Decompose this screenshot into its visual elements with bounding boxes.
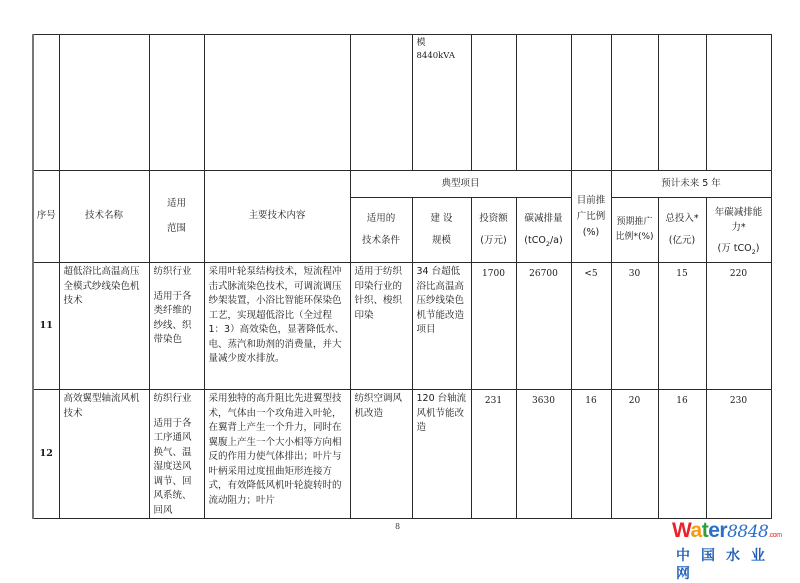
table-row (33, 390, 771, 519)
header-row-1 (33, 171, 771, 198)
continued-row (33, 35, 771, 171)
continued-scope-cell (149, 35, 204, 171)
row-expected-ratio-value: 30 (628, 269, 641, 279)
row-annual-reduction-value: 230 (729, 396, 748, 406)
row-total-investment-value: 16 (676, 396, 688, 406)
row-reduction-value: 26700 (529, 269, 558, 279)
header-typical-project-label: 典型项目 (441, 177, 480, 189)
row-current-ratio (571, 390, 611, 519)
continued-scale-line2: 8440kVA (416, 51, 455, 61)
row-tech-name-text: 超低浴比高温高压全模式纱线染色机技术 (63, 266, 140, 306)
header-total-investment-line2: (亿元) (668, 235, 696, 246)
row-scope-detail: 适用于各类纤维的纱线、织带染色 (153, 290, 192, 345)
row-scope-detail: 适用于各工序通风换气、温湿度送风调节、回风系统、回风 (153, 417, 192, 516)
watermark-subtitle: 中国水业网 (676, 548, 776, 582)
row-seq (33, 263, 59, 390)
watermark-brand (672, 520, 800, 547)
watermark-letter-w: W (672, 519, 691, 542)
header-total-investment (658, 198, 706, 263)
row-investment (471, 263, 516, 390)
watermark-letter-a: a (690, 519, 702, 542)
header-annual-reduction (706, 198, 771, 263)
header-reduction-line2-post: /a) (549, 235, 563, 246)
row-total-investment (658, 390, 706, 519)
row-scope (149, 263, 204, 390)
header-annual-reduction-line3-pre: (万 tCO (717, 242, 752, 254)
header-current-ratio-line3: (%) (582, 226, 600, 238)
header-scale-line1: 建 设 (430, 212, 453, 224)
header-annual-reduction-line1: 年碳减排能 (714, 206, 763, 218)
continued-seq-cell (33, 35, 59, 171)
header-applicable-conditions (350, 198, 412, 263)
header-next-five-years (611, 171, 771, 198)
row-total-investment-value: 15 (676, 269, 688, 279)
row-conditions-text: 适用于纺织印染行业的针织、梭织印染 (354, 266, 403, 321)
header-current-ratio (571, 171, 611, 263)
row-annual-reduction (706, 263, 771, 390)
watermark-letter-t: t (701, 519, 709, 542)
continued-annual-reduction-cell (706, 35, 771, 171)
header-scale-line2: 规模 (431, 235, 451, 246)
row-carbon-reduction (516, 390, 571, 519)
technology-table (32, 34, 772, 519)
watermark-logo (672, 519, 800, 582)
header-total-investment-line1: 总投入* (665, 212, 699, 224)
row-tech-name (59, 263, 149, 390)
row-annual-reduction (706, 390, 771, 519)
row-scale-text: 120 台轴流风机节能改造 (416, 393, 467, 433)
row-scope-industry: 纺织行业 (153, 393, 192, 404)
header-seq-label: 序号 (36, 210, 56, 222)
continued-expected-ratio-cell (611, 35, 658, 171)
row-current-ratio-value: 16 (585, 396, 597, 406)
header-tech-name (59, 171, 149, 263)
row-total-investment (658, 263, 706, 390)
header-scope-line2: 范围 (166, 222, 186, 234)
row-current-ratio-value: <5 (584, 269, 598, 279)
header-annual-reduction-line3-post: ) (755, 242, 760, 254)
row-seq (33, 390, 59, 519)
row-main-content-text: 采用叶轮泵结构技术，短流程冲击式脉流染色技术，可调流调压纱架装置，小浴比智能环保染色工艺，实现超低浴比（全过程 1：3）高效染色，显著降低水、电、蒸汽和助剂的消费量，并大量减少废水排放。 (208, 266, 345, 364)
header-reduction-line2-pre: (tCO (524, 235, 546, 246)
row-main-content-text: 采用独特的高升阻比先进翼型技术，气体由一个攻角进入叶轮，在翼背上产生一个升力，同时在翼腹上产生一个大小相等方向相反的作用力使气体排出；叶片与叶柄采用过度扭曲矩形连接方式，有效降低风机叶轮旋转时的流动阻力；叶片 (208, 393, 342, 506)
header-scope-line1: 适用 (166, 198, 186, 209)
watermark-suffix: .com (768, 532, 782, 539)
header-reduction-line1: 碳减排量 (524, 212, 563, 224)
header-reduction-line2-sub: 2 (545, 239, 550, 248)
header-expected-ratio (611, 198, 658, 263)
row-expected-ratio-value: 20 (628, 396, 641, 406)
header-conditions-line1: 适用的 (366, 212, 396, 224)
header-main-content-label: 主要技术内容 (248, 210, 306, 222)
header-main-content (204, 171, 350, 263)
header-current-ratio-line2: 广比例 (576, 210, 606, 222)
row-applicable-conditions (350, 263, 412, 390)
continued-current-ratio-cell (571, 35, 611, 171)
row-construction-scale (412, 263, 471, 390)
header-next-five-years-label: 预计未来 5 年 (661, 177, 721, 189)
row-construction-scale (412, 390, 471, 519)
continued-total-investment-cell (658, 35, 706, 171)
row-main-content (204, 263, 350, 390)
header-expected-ratio-line2: 比例*(%) (615, 232, 654, 242)
row-scale-text: 34 台超低浴比高温高压纱线染色机节能改造项目 (416, 266, 465, 335)
header-tech-name-label: 技术名称 (84, 210, 123, 222)
watermark-number: 8848 (727, 522, 769, 542)
row-scope (149, 390, 204, 519)
row-annual-reduction-value: 220 (729, 269, 748, 279)
header-conditions-line2: 技术条件 (361, 235, 400, 246)
table-row (33, 263, 771, 390)
header-expected-ratio-line1: 预期推广 (616, 217, 653, 227)
row-investment-value: 1700 (482, 269, 505, 279)
continued-content-cell (204, 35, 350, 171)
continued-conditions-cell (350, 35, 412, 171)
row-expected-ratio (611, 390, 658, 519)
header-carbon-reduction (516, 198, 571, 263)
row-reduction-value: 3630 (532, 396, 555, 406)
header-current-ratio-line1: 目前推 (576, 194, 606, 206)
header-scope (149, 171, 204, 263)
row-current-ratio (571, 263, 611, 390)
header-typical-project (350, 171, 571, 198)
row-investment-value: 231 (484, 396, 503, 406)
continued-scale-line1: 模 (416, 38, 426, 48)
row-carbon-reduction (516, 263, 571, 390)
row-scope-industry: 纺织行业 (153, 266, 192, 277)
row-investment (471, 390, 516, 519)
row-applicable-conditions (350, 390, 412, 519)
row-expected-ratio (611, 263, 658, 390)
header-construction-scale (412, 198, 471, 263)
continued-investment-cell (471, 35, 516, 171)
header-seq (33, 171, 59, 263)
header-investment (471, 198, 516, 263)
header-investment-line2: (万元) (480, 235, 507, 246)
row-main-content (204, 390, 350, 519)
watermark-letters-er: er (708, 519, 728, 542)
row-seq-label: 12 (39, 447, 53, 459)
header-annual-reduction-line3-sub: 2 (751, 247, 756, 256)
continued-scale-cell (412, 35, 471, 171)
row-conditions-text: 纺织空调风机改造 (354, 393, 403, 419)
continued-reduction-cell (516, 35, 571, 171)
header-investment-line1: 投资额 (479, 212, 508, 224)
header-annual-reduction-line2: 力* (731, 221, 746, 233)
row-tech-name (59, 390, 149, 519)
page-number: 8 (395, 522, 401, 531)
row-tech-name-text: 高效翼型轴流风机技术 (63, 393, 140, 419)
continued-tech-name-cell (59, 35, 149, 171)
row-seq-label: 11 (39, 319, 53, 331)
